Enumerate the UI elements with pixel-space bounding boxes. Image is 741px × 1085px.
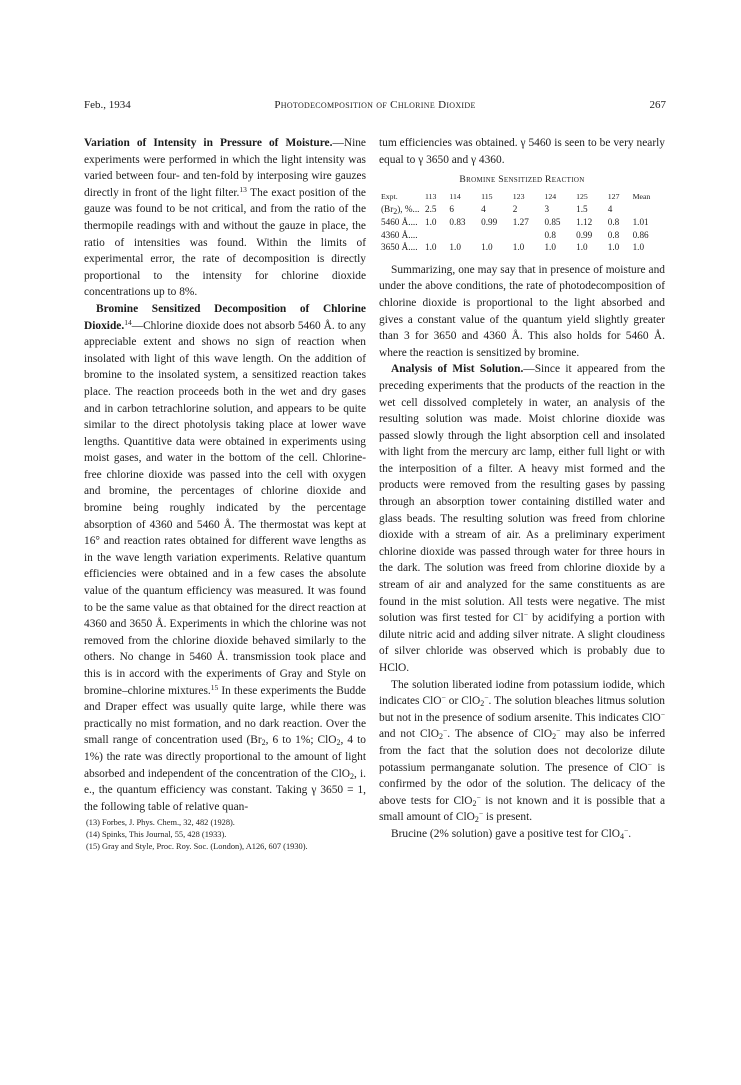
paragraph-summary: Summarizing, one may say that in presence of moisture and under the above conditions, the rate of photodecomposition of chlorine dioxide is proportional to the light absorbed and gives a constant value of the quantum yield slightly greater than 3 for 3650 and 4360 Å. This also holds for 5460 Å. where the reaction is sensitized by bromine. xyxy=(379,263,665,359)
footnotes xyxy=(84,817,366,852)
footnote-14: (14) Spinks, This Journal, 55, 428 (1933). xyxy=(86,830,227,840)
table-row: 3650 Å.... 1.0 1.0 1.0 1.0 1.0 1.0 1.0 1.0 xyxy=(381,242,645,253)
paragraph-intensity: Variation of Intensity in Pressure of Moisture.—Nine experiments were performed in which the light intensity was varied between four- and ten-fold by interposing wire gauzes directly in front of the light filter.$^{13}$ The exact position of the gauze was found to be not critical, and from the ratio of the thermopile readings with and without the gauze in place, the ratio of intensities was found. Within the limits of experimental error, the rate of decomposition is directly proportional to the intensity for chlorine dioxide concentrations up to 8%. xyxy=(84,137,366,299)
paragraph-mist: Analysis of Mist Solution.—Since it appeared from the preceding experiments that the products of the reaction in the wet cell dissolved completely in water, an analysis of the resulting solution was made. Moist chlorine dioxide was passed slowly through the light absorption cell and insolated with light from the mercury arc lamp, either full light or with the interposition of a filter. A heavy mist formed and the products were removed from the resulting gases by passing through an absorption tower containing distilled water and glass beads. The resulting solution was freed from chlorine dioxide with a stream of air. As a preliminary experiment chlorine dioxide was passed through water for three hours in the dark. The solution was freed from chlorine dioxide by a stream of air and analyzed for the same constituents as are found in the mist solution. All tests were negative. The mist solution was first tested for Cl− by acidifying a portion with dilute nitric acid and adding silver nitrate. A slight cloudiness of silver chloride was observed which is probably due to HClO. xyxy=(379,363,666,674)
table-title: Bromine Sensitized Reaction xyxy=(459,174,585,186)
right-column xyxy=(379,135,665,843)
header-date: Feb., 1934 xyxy=(84,99,131,111)
paragraph-brucine: Brucine (2% solution) gave a positive test for ClO$_4$−. xyxy=(391,825,632,841)
page-number: 267 xyxy=(649,99,666,111)
paragraph-iodine: The solution liberated iodine from potassium iodide, which indicates ClO− or ClO$_2$−. The solution bleaches litmus solution but not in the presence of sodium arsenite. This indicates ClO− and not ClO$_2$−. The absence of ClO$_2$− may also be inferred from the fact that the solution does not decolorize dilute potassium permanganate solution. The presence of ClO− is confirmed by the odor of the solution. The delicacy of the above tests for ClO$_2$− is not known and it is possible that a small amount of ClO$_2$− is present. xyxy=(379,678,666,825)
table-row: 5460 Å.... 1.0 0.83 0.99 1.27 0.85 1.12 0.8 1.01 xyxy=(381,216,649,227)
section-title-mist: Analysis of Mist Solution. xyxy=(391,363,524,376)
bromine-table xyxy=(379,191,665,254)
section-title-intensity: Variation of Intensity in Pressure of Moisture. xyxy=(84,137,333,149)
header-title: Photodecomposition of Chlorine Dioxide xyxy=(274,99,476,111)
left-column xyxy=(84,135,366,853)
section-title-bromine: Bromine Sensitized Decomposition of Chlorine Dioxide. xyxy=(84,302,366,332)
running-header xyxy=(84,99,666,115)
table-header-row: Expt. 113 114 115 123 124 125 127 Mean xyxy=(381,191,651,201)
paragraph-efficiency: tum efficiencies was obtained. γ 5460 is seen to be very nearly equal to γ 3650 and γ 4360. xyxy=(379,137,665,166)
paragraph-bromine: Bromine Sensitized Decomposition of Chlorine Dioxide.$^{14}$—Chlorine dioxide does not absorb 5460 Å. to any appreciable extent and shows no sign of reaction when insolated with light of this wave length. On the addition of bromine to the insolated system, a sensitized reaction takes place. The reaction proceeds both in the wet and dry gases and in carbon tetrachlorine solution, and appears to be quite similar to the direct photolysis taking place at lower wave lengths. Quantitive data were obtained in experiments using moist gases, and water in the bottom of the cell. Chlorine-free chlorine dioxide was passed into the cell with oxygen and bromine, the percentages of chlorine dioxide and bromine being roughly indicated by the percentage absorption of 4360 and 5460 Å. The thermostat was kept at 16° and reaction rates obtained for different wave lengths as in the wave length variation experiments. Relative quantum efficiencies were obtained and in a few cases the absolute value of the quantum efficiency was measured. It was found to be the same value as that obtained for the direct reaction at 4360 and 3650 Å. Experiments in which the chlorine was not removed from the chlorine dioxide behaved similarly to the others. No change in 5460 Å. transmission took place and this is in accord with the experiments of Gray and Style on bromine–chlorine mixtures.$^{15}$ In these experiments the Budde and Draper effect was usually quite large, while there was practically no mist formation, and no dark reaction. Over the small range of concentration used ($Br_2$, 6 to 1%; ClO$_2$, 4 to 1%) the rate was directly proportional to the amount of light absorbed and independent of the concentration of the ClO$_2$, i. e., the quantum efficiency was constant. Taking γ 3650 = 1, the following table of relative quan- xyxy=(84,302,366,813)
table-row: $(Br_2)$, %... 2.5 6 4 2 3 1.5 4 xyxy=(381,204,613,217)
footnote-13: (13) Forbes, J. Phys. Chem., 32, 482 (1928). xyxy=(86,818,235,828)
footnote-15: (15) Gray and Style, Proc. Roy. Soc. (London), A126, 607 (1930). xyxy=(86,841,308,851)
table-row: 4360 Å.... 0.8 0.99 0.8 0.86 xyxy=(381,229,649,240)
